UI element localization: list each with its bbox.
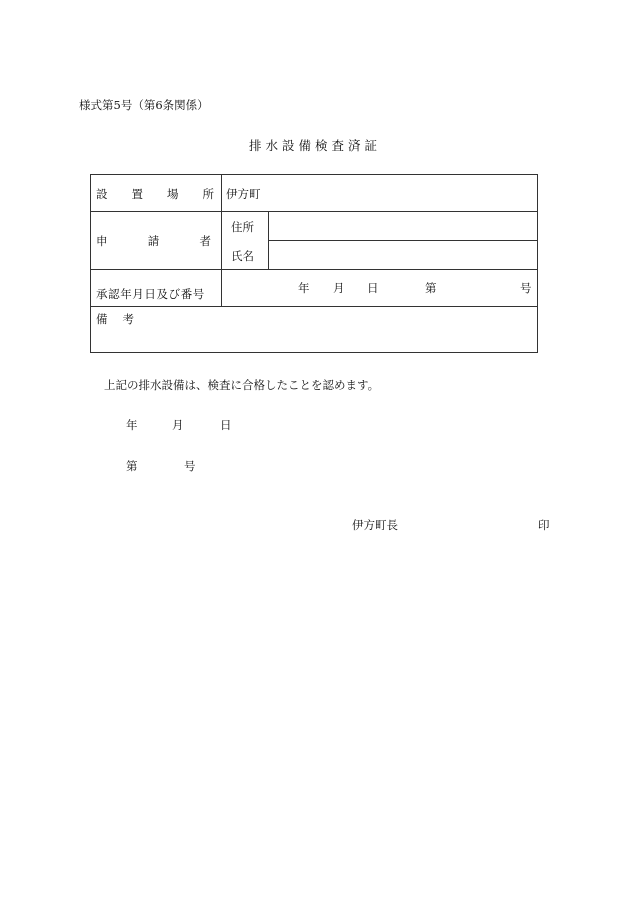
approval-year: 年: [298, 281, 310, 295]
seal-mark: 印: [538, 518, 550, 532]
issue-year: 年: [126, 418, 138, 432]
approval-label: 承認年月日及び番号: [96, 287, 205, 301]
signer-title: 伊方町長: [352, 518, 398, 532]
remarks-label: 備 考: [96, 312, 134, 326]
inspection-table: [90, 174, 538, 353]
approval-number-prefix: 第: [425, 281, 437, 295]
approval-day: 日: [367, 281, 379, 295]
name-label: 氏名: [231, 249, 254, 263]
approval-number-suffix: 号: [520, 281, 532, 295]
form-number: 様式第5号（第6条関係）: [79, 98, 209, 112]
certification-statement: 上記の排水設備は、検査に合格したことを認めます。: [104, 378, 380, 392]
document-title: 排水設備検査済証: [248, 138, 381, 153]
issue-month: 月: [172, 418, 184, 432]
issue-number-prefix: 第: [126, 459, 138, 473]
issue-day: 日: [220, 418, 232, 432]
location-label: 設 置 場 所: [96, 187, 214, 201]
applicant-label: 申 請 者: [96, 234, 211, 248]
approval-month: 月: [333, 281, 345, 295]
issue-number-suffix: 号: [184, 459, 196, 473]
address-label: 住所: [231, 220, 254, 234]
location-value: 伊方町: [226, 187, 261, 201]
